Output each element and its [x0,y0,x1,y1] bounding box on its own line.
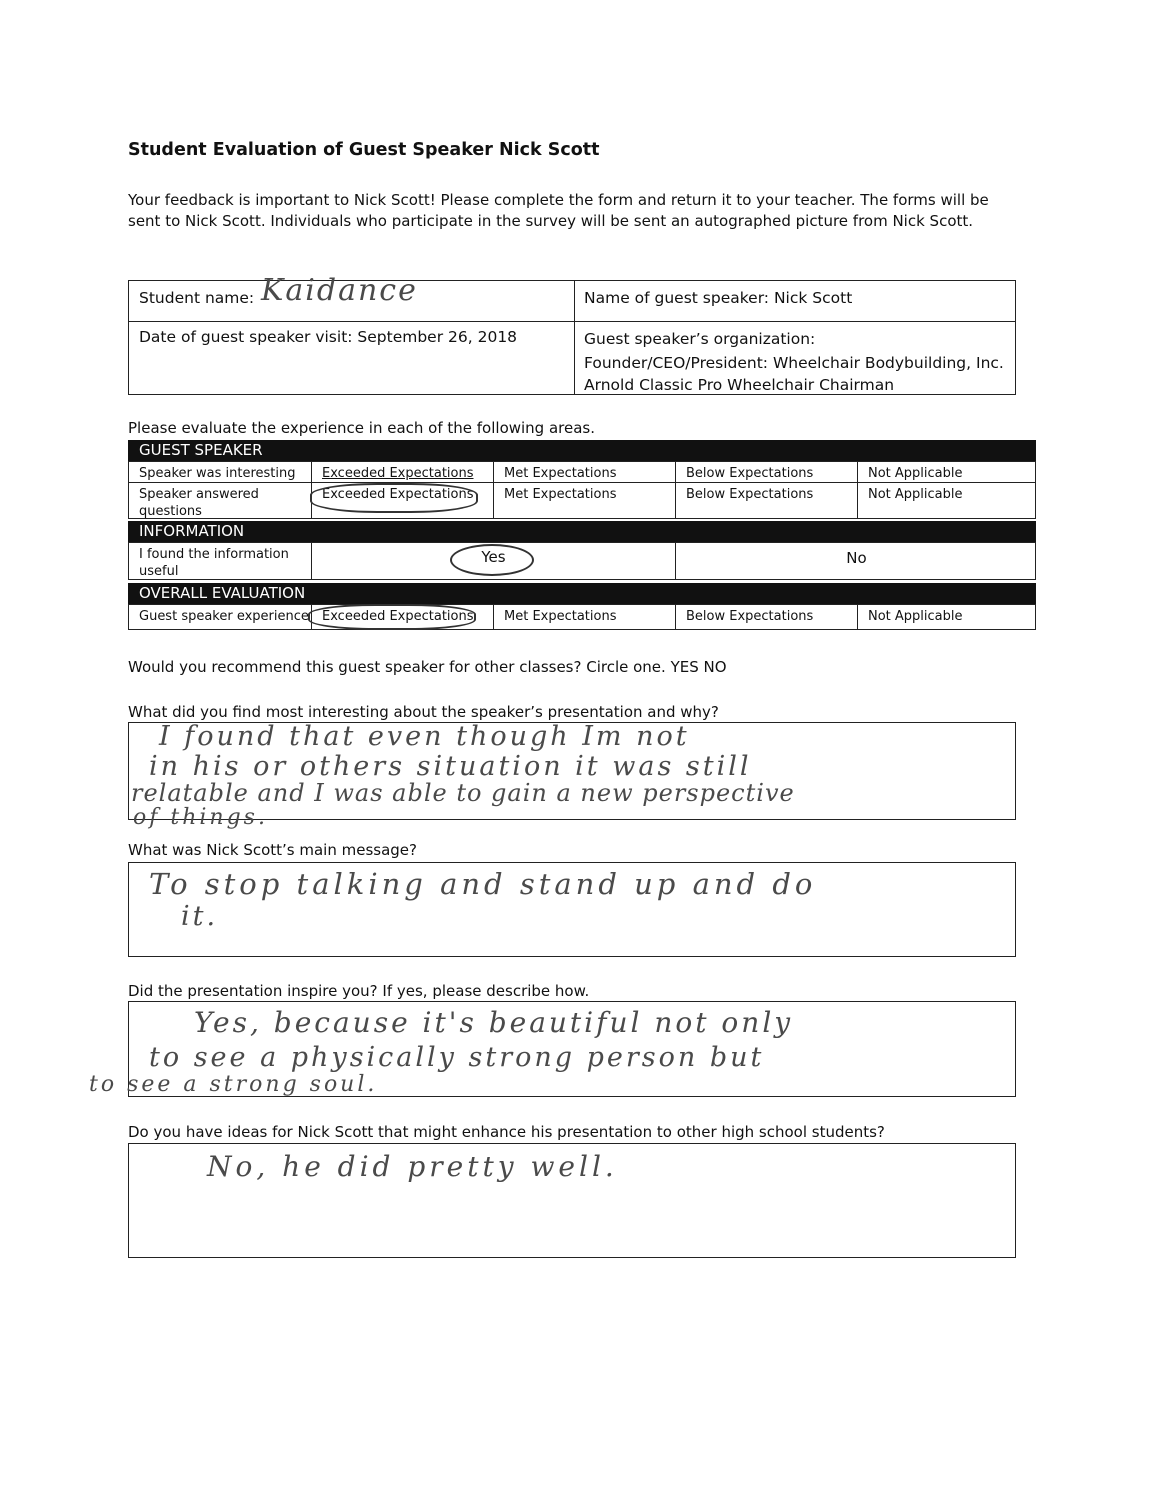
evaluate-prompt: Please evaluate the experience in each of the following areas. [128,419,596,437]
q1-question: What did you find most interesting about the speaker’s presentation and why? [128,703,719,721]
option-below[interactable]: Below Expectations [675,605,857,629]
page-title: Student Evaluation of Guest Speaker Nick Scott [128,140,600,160]
option-met[interactable]: Met Expectations [493,605,675,629]
option-exceeded[interactable]: Exceeded Expectations [311,605,493,629]
q4-answer-box[interactable] [128,1143,1016,1258]
q2-answer-box[interactable] [128,862,1016,957]
option-met[interactable]: Met Expectations [493,462,675,482]
organization-label: Guest speaker’s organization: [584,330,816,348]
option-not-applicable[interactable]: Not Applicable [857,462,1037,482]
student-name-value[interactable]: Kaidance [261,273,418,308]
row-label: Speaker was interesting [139,466,296,481]
selection-circle [310,483,478,513]
q1-line3: relatable and I was able to gain a new perspective [131,779,795,807]
section-guest-speaker: GUEST SPEAKER [128,440,1036,461]
row-label: Guest speaker experience [139,609,309,624]
q4-line1: No, he did pretty well. [207,1150,618,1183]
q2-question: What was Nick Scott’s main message? [128,841,417,859]
option-met[interactable]: Met Expectations [493,483,675,518]
q2-line2: it. [181,901,219,932]
q4-question: Do you have ideas for Nick Scott that might enhance his presentation to other high school students? [128,1123,885,1141]
row-speaker-interesting [128,461,1036,483]
organization-line1: Founder/CEO/President: Wheelchair Bodybuilding, Inc. [584,354,1004,372]
row-experience [128,604,1036,630]
q3-question: Did the presentation inspire you? If yes, please describe how. [128,982,590,1000]
row-label: Speaker answered questions [139,487,259,519]
student-name-label: Student name: [139,289,255,307]
q1-line4: of things. [133,805,268,830]
recommend-question: Would you recommend this guest speaker for other classes? Circle one. YES NO [128,658,727,676]
evaluation-grid [128,440,1036,632]
selection-circle [450,544,534,576]
q2-line1: To stop talking and stand up and do [149,867,817,901]
option-exceeded[interactable]: Exceeded Expectations [311,483,493,518]
option-not-applicable[interactable]: Not Applicable [857,483,1037,518]
q3-line1: Yes, because it's beautiful not only [194,1006,794,1039]
q1-answer-box[interactable] [128,721,1016,830]
option-yes[interactable]: Yes [311,543,675,579]
visit-date: Date of guest speaker visit: September 26, 2018 [139,328,518,346]
q3-line2: to see a physically strong person but [149,1042,765,1073]
section-information: INFORMATION [128,521,1036,542]
row-info-useful [128,542,1036,580]
q1-line2: in his or others situation it was still [149,751,752,782]
row-label: I found the information useful [139,547,289,579]
section-overall: OVERALL EVALUATION [128,583,1036,604]
organization-line2: Arnold Classic Pro Wheelchair Chairman [584,376,895,394]
info-table [128,273,1016,395]
q1-line1: I found that even though Im not [159,721,690,752]
row-speaker-answered [128,483,1036,519]
option-not-applicable[interactable]: Not Applicable [857,605,1037,629]
q3-line3: to see a strong soul. [89,1072,378,1097]
selection-circle [308,604,476,630]
q3-answer-box[interactable] [89,1001,1016,1097]
intro-paragraph: Your feedback is important to Nick Scott! Please complete the form and return it to your teacher. The forms will be sent to Nick Scott. Individuals who participate in the survey will be sent an autographed picture from Nick Scott. [128,191,989,230]
guest-speaker-name: Name of guest speaker: Nick Scott [584,289,853,307]
option-below[interactable]: Below Expectations [675,462,857,482]
option-below[interactable]: Below Expectations [675,483,857,518]
option-no[interactable]: No [675,543,1037,579]
option-exceeded[interactable]: Exceeded Expectations [311,462,493,482]
